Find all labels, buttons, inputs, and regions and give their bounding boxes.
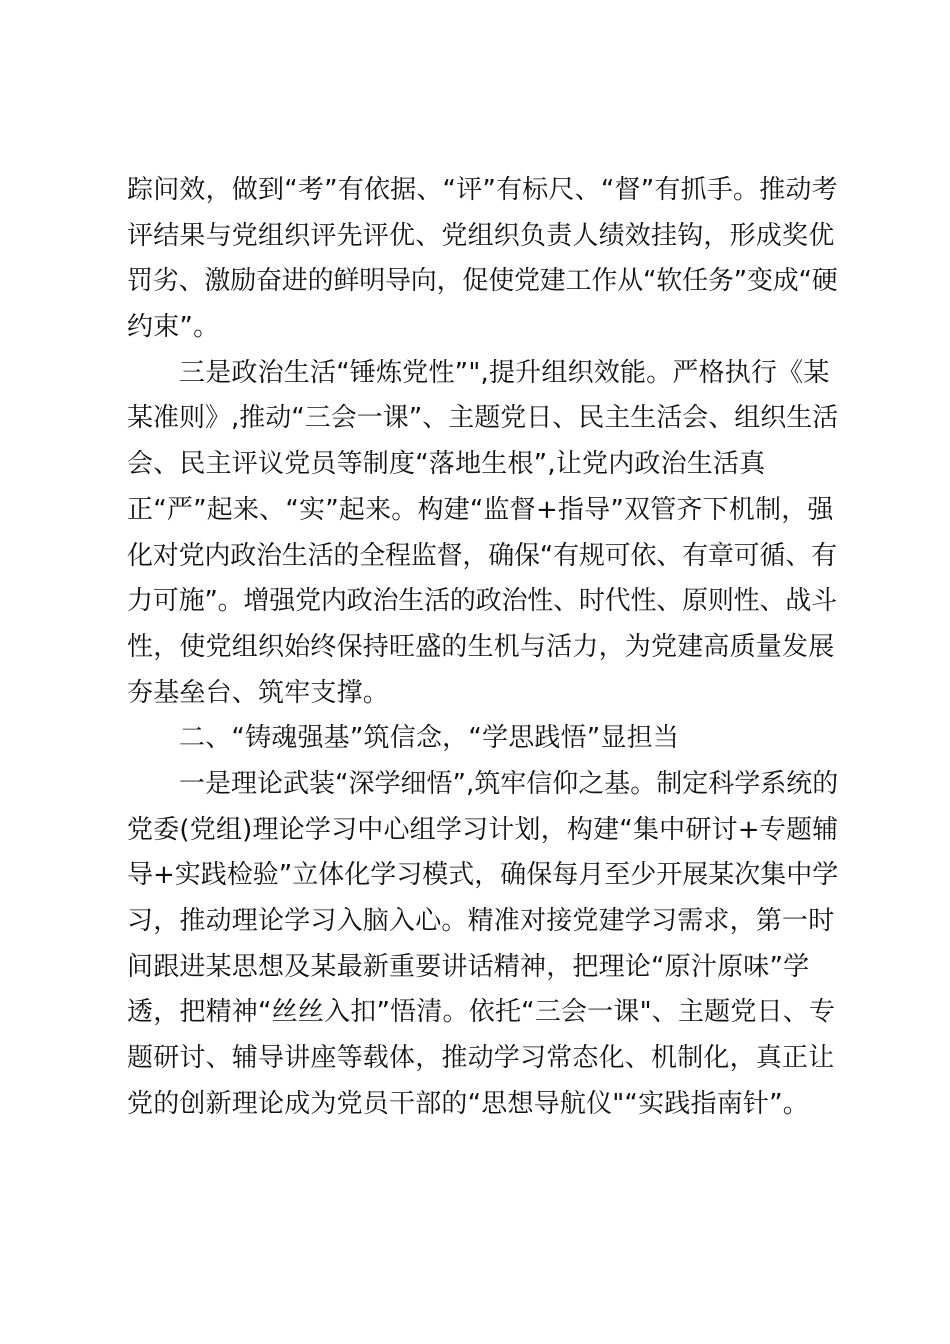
text-line: 化对党内政治生活的全程监督，确保“有规可依、有章可循、有 <box>127 540 837 571</box>
text-line: 某准则》,推动“三会一课”、主题党日、民主生活会、组织生活 <box>127 403 839 434</box>
text-line: 习，推动理论学习入脑入心。精准对接党建学习需求，第一时 <box>127 906 835 936</box>
text-line: 会、民主评议党员等制度“落地生根”,让党内政治生活真 <box>127 449 766 480</box>
text-line: 正“严”起来、“实”起来。构建“监督+指导”双管齐下机制，强 <box>127 494 834 525</box>
text-line: 党委(党组)理论学习中心组学习计划，构建“集中研讨+专题辅 <box>127 814 839 845</box>
text-line: 踪问效，做到“考”有依据、“评”有标尺、“督”有抓手。推动考 <box>127 175 838 205</box>
text-line: 间跟进某思想及某最新重要讲话精神，把理论“原汁原味”学 <box>127 951 810 982</box>
text-line: 透，把精神“丝丝入扣”悟清。依托“三会一课"、主题党日、专 <box>127 997 836 1028</box>
document-body <box>127 168 837 1127</box>
text-line: 评结果与党组织评先评优、党组织负责人绩效挂钩，形成奖优 <box>127 220 835 251</box>
text-line: 三是政治生活“锤炼党性”",提升组织效能。严格执行《某 <box>179 357 830 388</box>
text-line: 力可施”。增强党内政治生活的政治性、时代性、原则性、战斗 <box>127 586 837 617</box>
text-line: 约束”。 <box>127 312 220 343</box>
text-line: 题研讨、辅导讲座等载体，推动学习常态化、机制化，真正让 <box>127 1043 835 1074</box>
text-line: 一是理论武装“深学细悟”,筑牢信仰之基。制定科学系统的 <box>179 768 839 799</box>
text-line: 党的创新理论成为党员干部的“思想导航仪"“实践指南针”。 <box>127 1088 809 1119</box>
text-line: 二、“铸魂强基”筑信念，“学思践悟”显担当 <box>179 723 680 754</box>
text-line: 导+实践检验”立体化学习模式，确保每月至少开展某次集中学 <box>127 860 839 891</box>
text-line: 夯基垒台、筑牢支撑。 <box>127 677 390 708</box>
text-line: 罚劣、激励奋进的鲜明导向，促使党建工作从“软任务”变成“硬 <box>127 266 838 297</box>
text-line: 性，使党组织始终保持旺盛的生机与活力，为党建高质量发展 <box>127 631 835 662</box>
